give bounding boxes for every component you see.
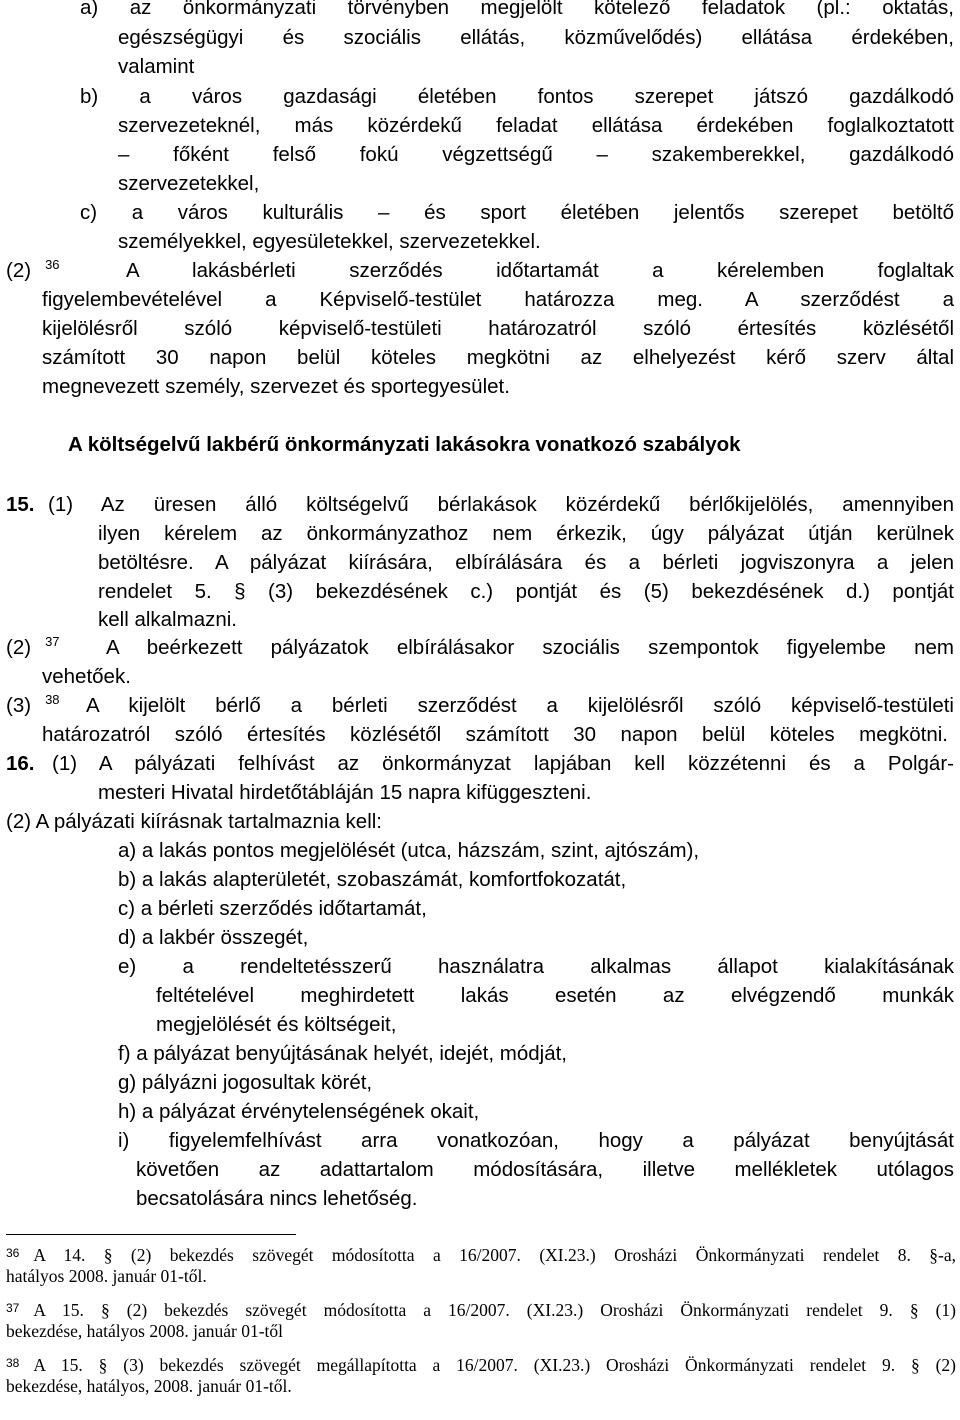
requirement-g: g) pályázni jogosultak körét,: [118, 1071, 373, 1094]
list-item-c-line2: személyekkel, egyesületekkel, szervezetekkel.: [118, 230, 541, 253]
section-16-2-line: (2) A pályázati kiírásnak tartalmaznia kell:: [6, 810, 382, 833]
section-16-line1: (1) A pályázati felhívást az önkormányzat lapjában kell közzétenni és a Polgár-: [52, 752, 954, 775]
requirement-a: a) a lakás pontos megjelölését (utca, házszám, szint, ajtószám),: [118, 839, 700, 862]
section-15-3-line2: határozatról szóló értesítés közlésétől számított 30 napon belül köteles megkötni.: [42, 723, 948, 746]
footnote-37: $^{37}$ A 15. § (2) bekezdés szövegét módosította a 16/2007. (XI.23.) Orosházi Önkormányzati rendelet 9. § (1) bekezdése, hatályos 2008. január 01-től: [6, 1300, 956, 1341]
list-item-b-line1: b) a város gazdasági életében fontos szerepet játszó gazdálkodó: [80, 85, 954, 108]
list-item-a-line1: a) az önkormányzati törvényben megjelölt kötelező feladatok (pl.: oktatás,: [80, 0, 954, 19]
list-item-a-line3: valamint: [118, 55, 195, 78]
section-15-2-line1: A beérkezett pályázatok elbírálásakor szociális szempontok figyelembe nem: [106, 636, 954, 659]
section-15-line2: ilyen kérelem az önkormányzathoz nem érkezik, úgy pályázat útján kerülnek: [98, 522, 954, 545]
paragraph-2-line1: A lakásbérleti szerződés időtartamát a kérelemben foglaltak: [126, 259, 954, 282]
paragraph-2-line4: számított 30 napon belül köteles megkötni az elhelyezést kérő szerv által: [42, 346, 954, 369]
footnote-ref-38[interactable]: 38: [45, 692, 60, 707]
requirement-c: c) a bérleti szerződés időtartamát,: [118, 897, 427, 920]
requirement-f: f) a pályázat benyújtásának helyét, idejét, módját,: [118, 1042, 567, 1065]
section-15-line1: (1) Az üresen álló költségelvű bérlakások közérdekű bérlőkijelölés, amennyiben: [48, 493, 954, 516]
requirement-h: h) a pályázat érvénytelenségének okait,: [118, 1100, 480, 1123]
list-item-b-line2: szervezeteknél, más közérdekű feladat ellátása érdekében foglalkoztatott: [118, 114, 954, 137]
section-heading: A költségelvű lakbérű önkormányzati lakásokra vonatkozó szabályok: [68, 433, 741, 456]
list-item-b-line3: – főként felső fokú végzettségű – szakemberekkel, gazdálkodó: [118, 143, 954, 166]
list-item-b-line4: szervezetekkel,: [118, 172, 260, 195]
section-15-line4: rendelet 5. § (3) bekezdésének c.) pontját és (5) bekezdésének d.) pontját: [98, 580, 954, 603]
paragraph-2-line5: megnevezett személy, szervezet és sportegyesület.: [42, 375, 510, 398]
list-item-c-line1: c) a város kulturális – és sport életében jelentős szerepet betöltő: [80, 201, 954, 224]
requirement-i-line2: követően az adattartalom módosítására, illetve mellékletek utólagos: [136, 1158, 954, 1181]
section-15-line3: betöltésre. A pályázat kiírására, elbírálására és a bérleti jogviszonyra a jelen: [98, 551, 954, 574]
section-15-3-marker: (3) $^{38}$: [6, 692, 60, 717]
section-15-3-line1: A kijelölt bérlő a bérleti szerződést a kijelölésről szóló képviselő-testületi: [86, 694, 954, 717]
requirement-d: d) a lakbér összegét,: [118, 926, 309, 949]
footnote-separator: [6, 1234, 296, 1235]
section-15-2-line2: vehetőek.: [42, 665, 131, 688]
requirement-e-line2: feltételével meghirdetett lakás esetén az elvégzendő munkák: [156, 984, 954, 1007]
footnote-ref-36[interactable]: 36: [45, 257, 60, 272]
requirement-e-line1: e) a rendeltetésszerű használatra alkalmas állapot kialakításának: [118, 955, 954, 978]
paragraph-2-line2: figyelembevételével a Képviselő-testület határozza meg. A szerződést a: [42, 288, 954, 311]
requirement-b: b) a lakás alapterületét, szobaszámát, komfortfokozatát,: [118, 868, 627, 891]
footnote-ref-37[interactable]: 37: [45, 634, 60, 649]
section-15-line5: kell alkalmazni.: [98, 608, 237, 631]
section-16-marker: 16.: [6, 752, 35, 775]
requirement-e-line3: megjelölését és költségeit,: [156, 1013, 397, 1036]
section-15-marker: 15.: [6, 493, 35, 516]
section-15-2-marker: (2) $^{37}$: [6, 634, 60, 659]
requirement-i-line3: becsatolására nincs lehetőség.: [136, 1187, 418, 1210]
requirement-i-line1: i) figyelemfelhívást arra vonatkozóan, hogy a pályázat benyújtását: [118, 1129, 954, 1152]
paragraph-2-marker: (2) $^{36}$: [6, 257, 60, 282]
footnote-38: $^{38}$ A 15. § (3) bekezdés szövegét megállapította a 16/2007. (XI.23.) Orosházi Önkormányzati rendelet 9. § (2) bekezdése, hatályos, 2008. január 01-től.: [6, 1355, 956, 1396]
footnote-36: $^{36}$ A 14. § (2) bekezdés szövegét módosította a 16/2007. (XI.23.) Orosházi Önkormányzati rendelet 8. §-a, hatályos 2008. január 01-től.: [6, 1245, 956, 1286]
list-item-a-line2: egészségügyi és szociális ellátás, közművelődés) ellátása érdekében,: [118, 26, 954, 49]
section-16-line2: mesteri Hivatal hirdetőtábláján 15 napra kifüggeszteni.: [98, 781, 592, 804]
paragraph-2-line3: kijelölésről szóló képviselő-testületi határozatról szóló értesítés közlésétől: [42, 317, 954, 340]
